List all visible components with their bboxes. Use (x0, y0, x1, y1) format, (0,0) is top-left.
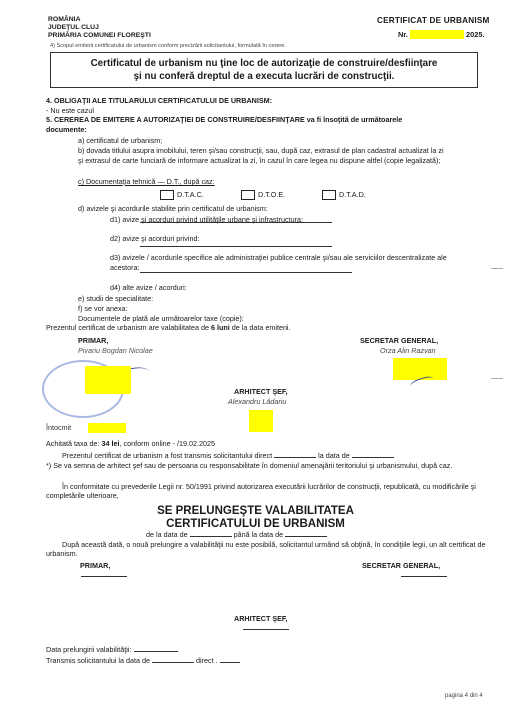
extension-arhitect-line (243, 629, 289, 630)
extension-to-blank (285, 536, 327, 537)
transmission-blank-2 (352, 457, 394, 458)
validity-statement (46, 323, 291, 332)
item-d1: d1) avize şi acorduri privind utilităţile urbane şi infrastructura: (110, 215, 303, 224)
purpose-note: 4) Scopul emiterii certificatului de urbanism conform precizării solicitantului, formulată în cerere. (50, 43, 286, 49)
item-f: f) se vor anexa: (78, 304, 128, 313)
extension-text: După această dată, o nouă prelungire a valabilităţii nu este posibilă, solicitantul urmând să obţină, în condiţiile legii, un alt certificat de urbanism. (46, 540, 486, 558)
extension-secretar: SECRETAR GENERAL, (362, 561, 441, 570)
tax-line (46, 439, 215, 448)
extension-transmit-blank-2 (220, 662, 240, 663)
redacted-secretar-signature (393, 358, 447, 380)
extension-date-line (46, 645, 178, 654)
validity-suffix: de la data emiterii. (231, 323, 291, 332)
option-dtoe (241, 190, 285, 200)
extension-dates (146, 530, 327, 539)
extension-date-label: Data prelungirii valabilităţii: (46, 645, 132, 654)
option-dtac-label: D.T.A.C. (177, 190, 204, 199)
transmission-text: Prezentul certificat de urbanism a fost transmis solicitantului direct (62, 451, 273, 460)
d1-blank-line (140, 222, 332, 223)
option-dtoe-label: D.T.O.E. (258, 190, 286, 199)
tax-prefix: Achitată taxa de: (46, 439, 100, 448)
margin-mark-1 (491, 268, 503, 269)
section-5-title-2: documente: (46, 125, 87, 134)
redacted-number (410, 30, 464, 39)
header-town-hall: PRIMĂRIA COMUNEI FLOREŞTI (48, 32, 151, 40)
extension-title-2: CERTIFICATULUI DE URBANISM (166, 518, 345, 530)
checkbox-dtad (322, 190, 336, 200)
arhitect-name: Alexandru Lădariu (228, 397, 287, 406)
item-c-label: c) Documentaţia tehnică — D.T., după caz: (78, 177, 215, 186)
d2-blank-line (140, 246, 332, 247)
payment-documents: Documentele de plată ale următoarelor taxe (copie): (78, 314, 244, 323)
item-b-line-2: şi extrasul de carte funciară de informare actualizat la zi, în cazul în care legea nu dispune altfel (copie legalizată); (78, 156, 441, 165)
item-d3-line-1: d3) avizele / acordurile specifice ale administraţiei publice centrale şi/sau ale serviciilor descentralizate ale (110, 253, 447, 262)
transmission-blank-1 (274, 457, 316, 458)
section-4-title: 4. OBLIGAŢII ALE TITULARULUI CERTIFICATULUI DE URBANISM: (46, 96, 272, 105)
margin-mark-2 (491, 378, 503, 379)
transmission-line (62, 451, 394, 460)
header-country: ROMÂNIA (48, 16, 81, 23)
extension-transmit-blank-1 (152, 662, 194, 663)
notice-box (50, 52, 478, 88)
d3-blank-line (140, 272, 352, 273)
option-dtac (160, 190, 204, 200)
notice-line-1: Certificatul de urbanism nu ţine loc de autorizaţie de construire/desfiinţare (90, 58, 438, 69)
notice-line-2: şi nu conferă dreptul de a executa lucrări de construcţii. (133, 71, 395, 82)
section-5-title-1: 5. CEREREA DE EMITERE A AUTORIZAŢIEI DE CONSTRUIRE/DESFIINŢARE va fi însoţită de următoarele (46, 115, 403, 124)
option-dtad-label: D.T.A.D. (339, 190, 366, 199)
redacted-arhitect-signature (249, 410, 273, 432)
extension-direct-label: direct . (196, 656, 218, 665)
item-d4: d4) alte avize / acorduri: (110, 283, 187, 292)
validity-prefix: Prezentul certificat de urbanism are valabilitatea de (46, 323, 210, 332)
tax-suffix: , conform online - /19.02.2025 (119, 439, 216, 448)
item-b-line-1: b) dovada titlului asupra imobilului, teren şi/sau construcţii, sau, după caz, extrasul de plan cadastral actualizat la zi (78, 146, 444, 155)
item-d2: d2) avize şi acorduri privind: (110, 234, 200, 243)
footnote: *) Se va semna de arhitect şef sau de persoana cu responsabilitate în domeniul amenajării teritoriului şi urbanismului, după caz. (46, 461, 453, 470)
header-county: JUDEŢUL CLUJ (48, 24, 99, 32)
page-number: pagina 4 din 4 (445, 693, 483, 699)
extension-title-1: SE PRELUNGEŞTE VALABILITATEA (157, 505, 354, 517)
item-c (78, 177, 215, 186)
checkbox-dtac (160, 190, 174, 200)
secretar-name: Orza Alin Razvan (380, 346, 436, 355)
law-text: În conformitate cu prevederile Legii nr. 50/1991 privind autorizarea executării lucrărilor de construcţii, republicată, cu modificările şi completările ulterioare, (46, 482, 476, 500)
option-dtad (322, 190, 366, 200)
section-4-text: - Nu este cazul (46, 106, 94, 115)
item-a: a) certificatul de urbanism; (78, 136, 163, 145)
arhitect-title: ARHITECT ŞEF, (234, 387, 288, 396)
extension-transmit-label: Transmis solicitantului la data de (46, 656, 151, 665)
item-d: d) avizele şi acordurile stabilite prin certificatul de urbanism: (78, 204, 268, 213)
transmission-date-label: la data de (318, 451, 350, 460)
number-prefix: Nr. (398, 30, 408, 39)
secretar-title: SECRETAR GENERAL, (360, 336, 439, 345)
extension-from-blank (190, 536, 232, 537)
redacted-intocmit (88, 423, 126, 433)
primar-title: PRIMAR, (78, 336, 109, 345)
primar-name: Pivariu Bogdan Nicolae (78, 346, 153, 355)
extension-date-blank (134, 651, 178, 652)
extension-secretar-line (401, 576, 447, 577)
document-title: CERTIFICAT DE URBANISM (377, 16, 490, 25)
number-suffix: 2025. (466, 30, 485, 39)
extension-primar: PRIMAR, (80, 561, 111, 570)
validity-unit: luni (217, 323, 230, 332)
extension-from-label: de la data de (146, 530, 188, 539)
extension-to-label: până la data de (233, 530, 284, 539)
redacted-primar-signature (85, 366, 131, 394)
extension-primar-line (81, 576, 127, 577)
intocmit-label: Întocmit (46, 423, 72, 432)
tax-amount: 34 lei (101, 439, 120, 448)
extension-arhitect: ARHITECT ŞEF, (234, 614, 288, 623)
item-d3-line-2: acestora: (110, 263, 140, 272)
validity-number: 6 (211, 323, 216, 332)
extension-transmit-line (46, 656, 240, 665)
checkbox-dtoe (241, 190, 255, 200)
item-e: e) studii de specialitate: (78, 294, 154, 303)
